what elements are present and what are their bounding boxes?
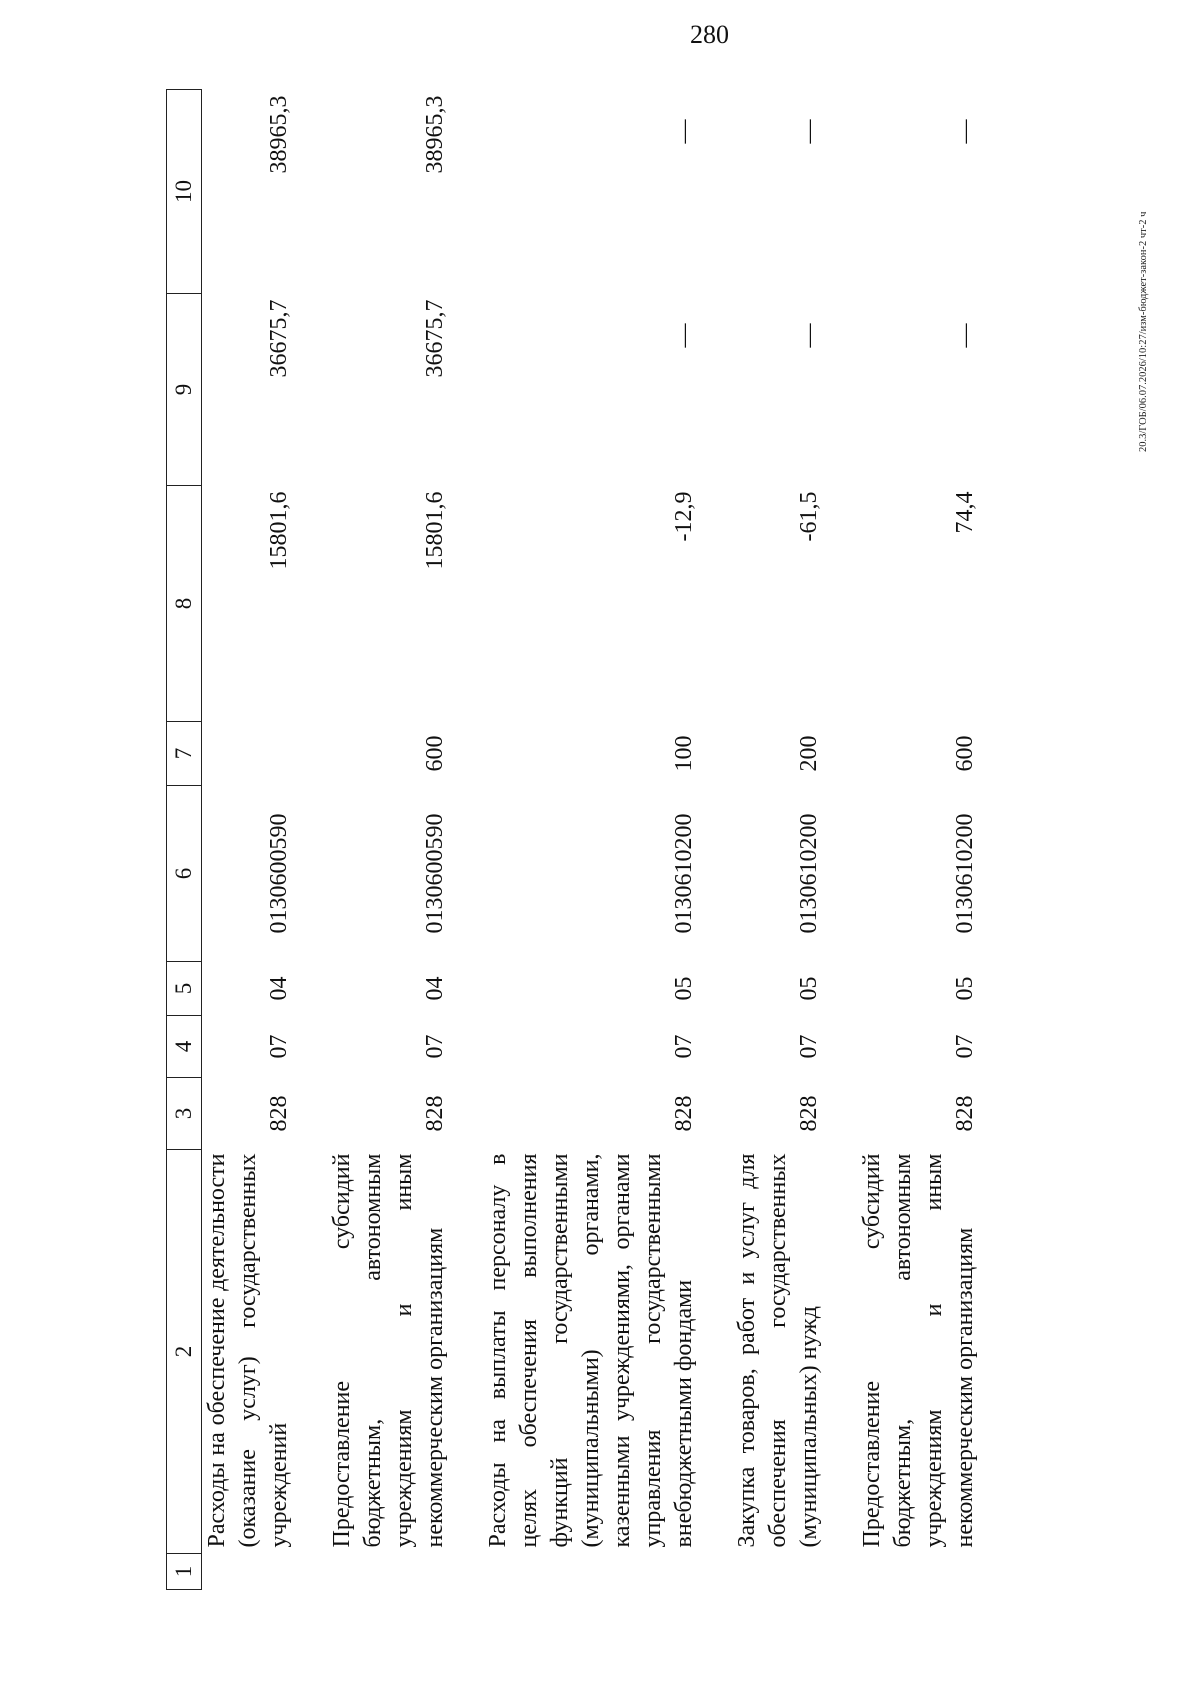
row-description: Предоставление субсидий бюджетным, автономным учреждениям и иным некоммерческим организациям <box>329 1153 448 1548</box>
cell-c6: 0130600590 <box>266 813 292 934</box>
header-cell: 10 <box>167 90 202 294</box>
footer-code: 20.3/ГОБ/06.07.2026/10:27/изм-бюджет-закон-2 чт-2 ч <box>1138 211 1149 452</box>
row-description: Предоставление субсидий бюджетным, автономным учреждениям и иным некоммерческим организациям <box>859 1153 978 1548</box>
table-row <box>327 90 451 1590</box>
cell-c8: 15801,6 <box>422 491 448 570</box>
row-description: Расходы на выплаты персоналу в целях обеспечения выполнения функций государственными (муниципальными) органами, казенными учреждениями, органами управления государственными внебюджетными фондами <box>485 1153 697 1548</box>
cell-c6: 0130610200 <box>671 813 697 934</box>
page-number: 280 <box>690 20 729 49</box>
cell-c6: 0130610200 <box>952 813 978 934</box>
header-cell: 1 <box>167 1554 202 1590</box>
row-description: Расходы на обеспечение деятельности (оказание услуг) государственных учреждений <box>204 1153 292 1548</box>
cell-c8: -12,9 <box>671 491 697 542</box>
cell-c4: 07 <box>266 1034 292 1059</box>
header-cell: 9 <box>167 294 202 486</box>
header-cell: 6 <box>167 786 202 962</box>
cell-c7: 100 <box>671 735 697 772</box>
header-cell: 3 <box>167 1078 202 1150</box>
cell-c3: 828 <box>422 1095 448 1132</box>
header-row <box>167 90 202 1590</box>
cell-c8: 15801,6 <box>266 491 292 570</box>
cell-c9: 36675,7 <box>266 299 292 378</box>
header-cell: 8 <box>167 486 202 722</box>
cell-c9: — <box>952 323 978 348</box>
table-row <box>202 90 296 1590</box>
cell-c3: 828 <box>796 1095 822 1132</box>
cell-c3: 828 <box>671 1095 697 1132</box>
cell-c8: -61,5 <box>796 491 822 542</box>
budget-table <box>166 89 981 1590</box>
cell-c7: 600 <box>952 735 978 772</box>
cell-c10: — <box>671 119 697 144</box>
cell-c5: 05 <box>796 976 822 1001</box>
cell-c6: 0130600590 <box>422 813 448 934</box>
cell-c10: — <box>796 119 822 144</box>
cell-c7 <box>202 722 296 786</box>
cell-c10: 38965,3 <box>422 95 448 174</box>
cell-c3: 828 <box>266 1095 292 1132</box>
cell-c9: — <box>671 323 697 348</box>
cell-c9: 36675,7 <box>422 299 448 378</box>
cell-c8: 74,4 <box>952 491 978 534</box>
cell-c4: 07 <box>952 1034 978 1059</box>
cell-c4: 07 <box>422 1034 448 1059</box>
cell-c10: 38965,3 <box>266 95 292 174</box>
cell-c3: 828 <box>952 1095 978 1132</box>
cell-c10: — <box>952 119 978 144</box>
cell-c5: 04 <box>422 976 448 1001</box>
cell-c7: 600 <box>422 735 448 772</box>
row-description: Закупка товаров, работ и услуг для обеспечения государственных (муниципальных) нужд <box>734 1153 822 1548</box>
cell-c5: 04 <box>266 976 292 1001</box>
header-cell: 4 <box>167 1016 202 1078</box>
header-cell: 5 <box>167 962 202 1016</box>
cell-c4: 07 <box>671 1034 697 1059</box>
table-row <box>857 90 981 1590</box>
cell-c6: 0130610200 <box>796 813 822 934</box>
table-row <box>483 90 700 1590</box>
cell-c5: 05 <box>952 976 978 1001</box>
cell-c9: — <box>796 323 822 348</box>
cell-c5: 05 <box>671 976 697 1001</box>
header-cell: 2 <box>167 1150 202 1554</box>
header-cell: 7 <box>167 722 202 786</box>
cell-c4: 07 <box>796 1034 822 1059</box>
rotated-table-frame <box>166 90 1200 1590</box>
cell-c7: 200 <box>796 735 822 772</box>
table-row <box>732 90 825 1590</box>
